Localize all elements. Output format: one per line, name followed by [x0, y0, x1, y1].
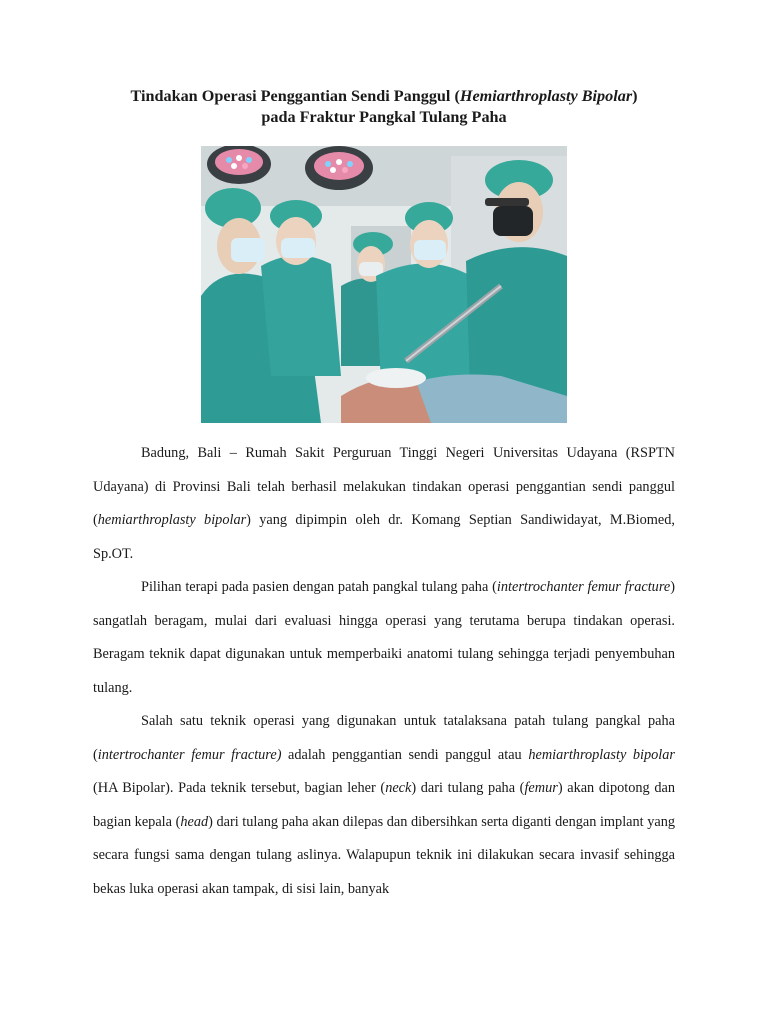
title-line-2: pada Fraktur Pangkal Tulang Paha: [261, 108, 507, 126]
surgery-photo-illustration: [201, 146, 567, 423]
title-text: ): [632, 87, 638, 105]
title-line-1: [60, 86, 708, 107]
paragraph-3: Salah satu teknik operasi yang digunakan untuk tatalaksana patah tulang pangkal paha (intertrochanter femur fracture) adalah penggantian sendi panggul atau hemiarthroplasty bipolar (HA Bipolar). Pada teknik tersebut, bagian leher (neck) dari tulang paha (femur) akan dipotong dan bagian kepala (head) dari tulang paha akan dilepas dan dibersihkan serta diganti dengan implant yang secara fungsi sama dengan tulang aslinya. Walapupun teknik ini dilakukan secara invasif sehingga bekas luka operasi akan tampak, di sisi lain, banyak: [93, 713, 676, 897]
paragraph-2: Pilihan terapi pada pasien dengan patah pangkal tulang paha (intertrochanter femur fracture) sangatlah beragam, mulai dari evaluasi hingga operasi yang terutama berupa tindakan operasi. Beragam teknik dapat digunakan untuk memperbaiki anatomi tulang sehingga terjadi penyembuhan tulang.: [93, 579, 675, 696]
article-title: [60, 86, 708, 128]
paragraph-1: Badung, Bali – Rumah Sakit Perguruan Tinggi Negeri Universitas Udayana (RSPTN Udayana) di Provinsi Bali telah berhasil melakukan tindakan operasi penggantian sendi panggul (hemiarthroplasty bipolar) yang dipimpin oleh dr. Komang Septian Sandiwidayat, M.Biomed, Sp.OT.: [93, 445, 675, 562]
title-text: Tindakan Operasi Penggantian Sendi Panggul (: [130, 87, 460, 105]
title-italic-term: Hemiarthroplasty Bipolar: [459, 87, 633, 105]
surgery-photo: [201, 146, 567, 423]
surgical-light-icon: [305, 146, 373, 190]
article-body: [93, 437, 675, 906]
